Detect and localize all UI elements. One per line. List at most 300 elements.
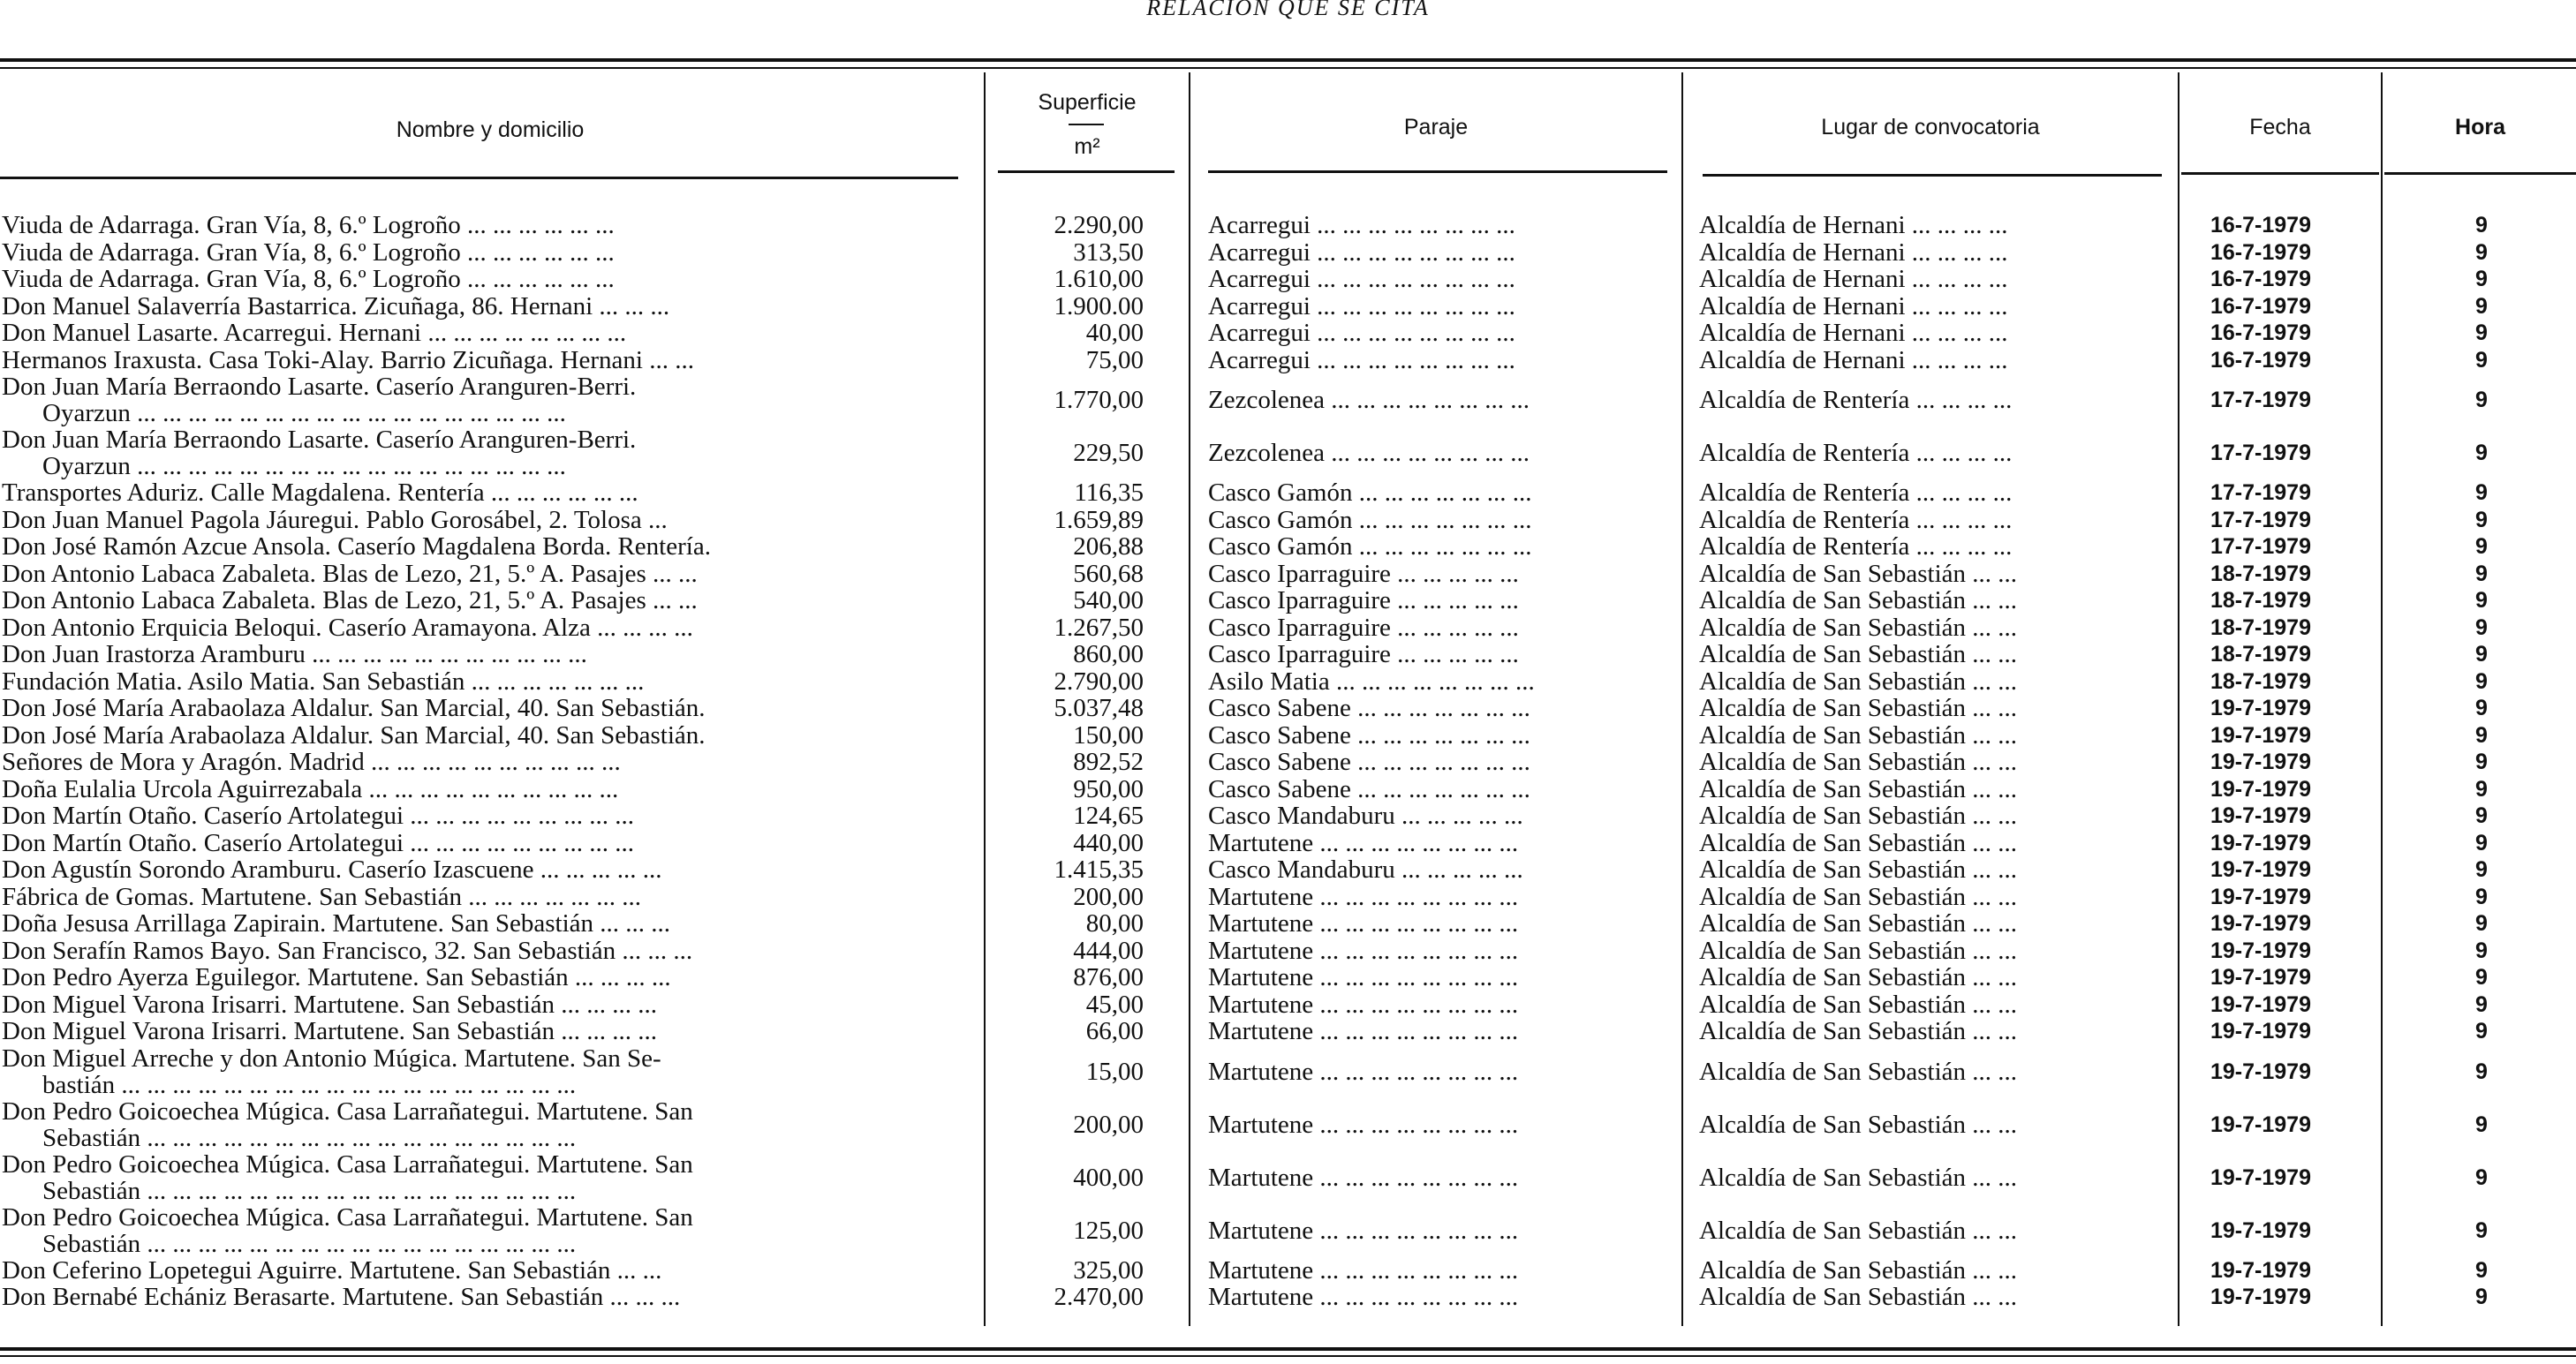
table-row: [0, 1045, 2576, 1098]
name-line: Don Serafín Ramos Bayo. San Francisco, 32. San Sebastián ... ... ...: [2, 937, 693, 964]
cell-nombre: [2, 1284, 964, 1311]
header-rule: [2181, 172, 2379, 175]
table-row: [0, 803, 2576, 830]
table-row: [0, 884, 2576, 911]
table-row: [0, 856, 2576, 884]
cell-hora: 9: [2475, 722, 2488, 748]
cell-paraje: Acarregui ... ... ... ... ... ... ... ...: [1208, 212, 1515, 239]
cell-paraje: Casco Sabene ... ... ... ... ... ... ...: [1208, 749, 1530, 776]
cell-superficie: 15,00: [1085, 1058, 1144, 1085]
cell-nombre: [2, 884, 964, 911]
cell-fecha: 19-7-1979: [2210, 1164, 2311, 1190]
cell-lugar: Alcaldía de Hernani ... ... ... ...: [1699, 292, 2008, 320]
table-row: [0, 561, 2576, 588]
cell-nombre: [2, 1045, 964, 1098]
header-superficie-unit: m²: [1074, 134, 1100, 159]
cell-nombre: [2, 1098, 964, 1151]
cell-superficie: 560,68: [1073, 560, 1144, 587]
cell-lugar: Alcaldía de San Sebastián ... ...: [1699, 560, 2017, 587]
cell-superficie: 1.415,35: [1054, 856, 1144, 884]
cell-hora: 9: [2475, 750, 2488, 774]
table-row: [0, 991, 2576, 1019]
cell-hora: 9: [2475, 830, 2488, 855]
cell-lugar: Alcaldía de San Sebastián ... ...: [1699, 721, 2017, 749]
name-line: Don Juan María Berraondo Lasarte. Caserío Aranguren-Berri.: [2, 373, 637, 401]
cell-paraje: Martutene ... ... ... ... ... ... ... ...: [1208, 937, 1519, 964]
name-line: Sebastián ... ... ... ... ... ... ... ... ... ... ... ... ... ... ... ... ...: [42, 1229, 577, 1257]
cell-nombre: [2, 212, 964, 239]
cell-superficie: 116,35: [1074, 479, 1144, 507]
cell-superficie: 45,00: [1085, 991, 1144, 1018]
cell-superficie: 440,00: [1073, 829, 1144, 856]
header-fecha: Fecha: [2249, 115, 2311, 139]
cell-superficie: 1.900.00: [1054, 292, 1144, 320]
cell-lugar: Alcaldía de Rentería ... ... ... ...: [1699, 506, 2013, 533]
cell-paraje: Acarregui ... ... ... ... ... ... ... ...: [1208, 292, 1515, 320]
table-caption: RELACION QUE SE CITA: [1146, 0, 1430, 20]
cell-paraje: Casco Iparraguire ... ... ... ... ...: [1208, 560, 1519, 587]
table-row: [0, 1018, 2576, 1045]
cell-paraje: Martutene ... ... ... ... ... ... ... ...: [1208, 991, 1519, 1018]
name-line: Doña Eulalia Urcola Aguirrezabala ... ... ... ... ... ... ... ... ... ...: [2, 775, 619, 803]
cell-lugar: Alcaldía de San Sebastián ... ...: [1699, 587, 2017, 614]
cell-hora: 9: [2475, 938, 2488, 963]
cell-lugar: Alcaldía de Rentería ... ... ... ...: [1699, 533, 2013, 561]
cell-hora: 9: [2475, 507, 2488, 532]
name-line: Oyarzun ... ... ... ... ... ... ... ... ... ... ... ... ... ... ... ... ...: [42, 399, 566, 426]
bottom-rule-thin: [0, 1355, 2576, 1357]
cell-paraje: Martutene ... ... ... ... ... ... ... ...: [1208, 1284, 1519, 1311]
cell-fecha: 17-7-1979: [2210, 480, 2311, 505]
cell-superficie: 860,00: [1073, 641, 1144, 668]
cell-hora: 9: [2475, 480, 2488, 505]
cell-paraje: Zezcolenea ... ... ... ... ... ... ... ...: [1208, 440, 1530, 466]
cell-paraje: Acarregui ... ... ... ... ... ... ... ...: [1208, 238, 1515, 266]
cell-nombre: [2, 587, 964, 614]
name-line: bastián ... ... ... ... ... ... ... ... ... ... ... ... ... ... ... ... ... ...: [42, 1070, 577, 1098]
table-row: [0, 641, 2576, 668]
cell-lugar: Alcaldía de Rentería ... ... ... ...: [1699, 440, 2013, 466]
cell-fecha: 19-7-1979: [2210, 1257, 2311, 1283]
cell-superficie: 66,00: [1085, 1018, 1144, 1045]
cell-hora: 9: [2475, 1112, 2488, 1137]
header-rule: [1208, 170, 1667, 173]
name-line: Sebastián ... ... ... ... ... ... ... ... ... ... ... ... ... ... ... ... ...: [42, 1176, 577, 1204]
cell-hora: 9: [2475, 911, 2488, 936]
name-line: Don Antonio Labaca Zabaleta. Blas de Lezo, 21, 5.º A. Pasajes ... ...: [2, 587, 698, 614]
cell-superficie: 80,00: [1085, 910, 1144, 938]
cell-lugar: Alcaldía de San Sebastián ... ...: [1699, 937, 2017, 964]
cell-lugar: Alcaldía de Hernani ... ... ... ...: [1699, 212, 2008, 239]
cell-hora: 9: [2475, 803, 2488, 828]
table-row: [0, 1098, 2576, 1151]
cell-hora: 9: [2475, 1285, 2488, 1309]
cell-lugar: Alcaldía de San Sebastián ... ...: [1699, 614, 2017, 641]
cell-lugar: Alcaldía de San Sebastián ... ...: [1699, 829, 2017, 856]
cell-nombre: [2, 803, 964, 830]
cell-nombre: [2, 910, 964, 938]
cell-fecha: 19-7-1979: [2210, 857, 2311, 882]
cell-fecha: 16-7-1979: [2210, 293, 2311, 319]
name-line: Don Miguel Arreche y don Antonio Múgica. Martutene. San Se-: [2, 1044, 661, 1073]
cell-nombre: [2, 856, 964, 884]
name-line: Viuda de Adarraga. Gran Vía, 8, 6.º Logroño ... ... ... ... ... ...: [2, 266, 615, 293]
name-line: Don Agustín Sorondo Aramburu. Caserío Izascuene ... ... ... ... ...: [2, 856, 662, 884]
cell-superficie: 444,00: [1073, 937, 1144, 964]
cell-fecha: 19-7-1979: [2210, 911, 2311, 936]
name-line: Don Manuel Lasarte. Acarregui. Hernani ... ... ... ... ... ... ... ...: [2, 320, 627, 347]
cell-nombre: [2, 293, 964, 320]
cell-lugar: Alcaldía de Rentería ... ... ... ...: [1699, 387, 2013, 413]
cell-nombre: [2, 561, 964, 588]
cell-fecha: 19-7-1979: [2210, 991, 2311, 1017]
cell-superficie: 2.290,00: [1054, 212, 1144, 239]
cell-nombre: [2, 239, 964, 267]
cell-hora: 9: [2475, 388, 2488, 412]
cell-paraje: Martutene ... ... ... ... ... ... ... ...: [1208, 1018, 1519, 1045]
cell-paraje: Casco Gamón ... ... ... ... ... ... ...: [1208, 533, 1532, 561]
cell-lugar: Alcaldía de San Sebastián ... ...: [1699, 964, 2017, 991]
name-line: Oyarzun ... ... ... ... ... ... ... ... ... ... ... ... ... ... ... ... ...: [42, 452, 566, 479]
table-row: [0, 938, 2576, 965]
cell-hora: 9: [2475, 696, 2488, 720]
table-row: [0, 1151, 2576, 1204]
top-rule: [0, 58, 2576, 62]
cell-lugar: Alcaldía de San Sebastián ... ...: [1699, 1058, 2017, 1085]
cell-superficie: 5.037,48: [1054, 695, 1144, 722]
cell-lugar: Alcaldía de San Sebastián ... ...: [1699, 1284, 2017, 1311]
cell-hora: 9: [2475, 1059, 2488, 1084]
cell-nombre: [2, 991, 964, 1019]
header-rule: [1703, 174, 2162, 177]
cell-superficie: 200,00: [1073, 1111, 1144, 1138]
cell-paraje: Martutene ... ... ... ... ... ... ... ...: [1208, 1164, 1519, 1191]
cell-paraje: Casco Gamón ... ... ... ... ... ... ...: [1208, 506, 1532, 533]
cell-hora: 9: [2475, 668, 2488, 694]
table-row: [0, 507, 2576, 534]
cell-paraje: Casco Mandaburu ... ... ... ... ...: [1208, 803, 1523, 830]
cell-fecha: 18-7-1979: [2210, 642, 2311, 667]
cell-paraje: Casco Mandaburu ... ... ... ... ...: [1208, 856, 1523, 884]
table-row: [0, 1284, 2576, 1311]
cell-superficie: 1.610,00: [1054, 266, 1144, 293]
cell-paraje: Martutene ... ... ... ... ... ... ... ...: [1208, 1256, 1519, 1284]
cell-hora: 9: [2475, 614, 2488, 640]
cell-hora: 9: [2475, 534, 2488, 559]
cell-paraje: Casco Sabene ... ... ... ... ... ... ...: [1208, 695, 1530, 722]
header-hora: Hora: [2455, 115, 2505, 139]
cell-fecha: 19-7-1979: [2210, 1019, 2311, 1044]
table-row: [0, 479, 2576, 507]
cell-paraje: Casco Iparraguire ... ... ... ... ...: [1208, 587, 1519, 614]
cell-hora: 9: [2475, 267, 2488, 291]
cell-nombre: [2, 1151, 964, 1204]
cell-nombre: [2, 507, 964, 534]
cell-paraje: Martutene ... ... ... ... ... ... ... ...: [1208, 1217, 1519, 1244]
cell-fecha: 18-7-1979: [2210, 588, 2311, 613]
cell-nombre: [2, 695, 964, 722]
cell-nombre: [2, 1257, 964, 1285]
name-line: Don Juan Manuel Pagola Jáuregui. Pablo Gorosábel, 2. Tolosa ...: [2, 506, 668, 533]
cell-paraje: Casco Iparraguire ... ... ... ... ...: [1208, 641, 1519, 668]
name-line: Don Ceferino Lopetegui Aguirre. Martutene. San Sebastián ... ...: [2, 1256, 662, 1284]
cell-hora: 9: [2475, 347, 2488, 373]
cell-nombre: [2, 830, 964, 857]
header-paraje: Paraje: [1403, 115, 1469, 139]
cell-fecha: 17-7-1979: [2210, 388, 2311, 412]
cell-fecha: 16-7-1979: [2210, 239, 2311, 265]
name-line: Don Martín Otaño. Caserío Artolategui ... ... ... ... ... ... ... ... ...: [2, 803, 635, 830]
table-row: [0, 749, 2576, 776]
cell-lugar: Alcaldía de San Sebastián ... ...: [1699, 991, 2017, 1018]
table-row: [0, 533, 2576, 561]
cell-lugar: Alcaldía de San Sebastián ... ...: [1699, 1018, 2017, 1045]
cell-fecha: 19-7-1979: [2210, 696, 2311, 720]
cell-lugar: Alcaldía de Rentería ... ... ... ...: [1699, 479, 2013, 507]
table-row: [0, 722, 2576, 750]
cell-lugar: Alcaldía de San Sebastián ... ...: [1699, 910, 2017, 938]
cell-paraje: Martutene ... ... ... ... ... ... ... ...: [1208, 883, 1519, 910]
cell-nombre: [2, 938, 964, 965]
cell-superficie: 200,00: [1073, 883, 1144, 910]
cell-nombre: [2, 266, 964, 293]
cell-hora: 9: [2475, 776, 2488, 802]
name-line: Don Manuel Salaverría Bastarrica. Zicuñaga, 86. Hernani ... ... ...: [2, 292, 670, 320]
name-line: Doña Jesusa Arrillaga Zapirain. Martutene. San Sebastián ... ... ...: [2, 910, 671, 938]
cell-fecha: 19-7-1979: [2210, 938, 2311, 963]
cell-paraje: Casco Iparraguire ... ... ... ... ...: [1208, 614, 1519, 641]
cell-hora: 9: [2475, 320, 2488, 345]
cell-paraje: Martutene ... ... ... ... ... ... ... ...: [1208, 1058, 1519, 1085]
cell-superficie: 1.267,50: [1054, 614, 1144, 641]
cell-nombre: [2, 1018, 964, 1045]
cell-lugar: Alcaldía de San Sebastián ... ...: [1699, 1217, 2017, 1244]
header-rule: [0, 177, 958, 179]
table-row: [0, 373, 2576, 426]
name-line: Don José Ramón Azcue Ansola. Caserío Magdalena Borda. Rentería.: [2, 533, 711, 561]
cell-fecha: 16-7-1979: [2210, 347, 2311, 373]
cell-nombre: [2, 1204, 964, 1257]
name-line: Transportes Aduriz. Calle Magdalena. Rentería ... ... ... ... ... ...: [2, 479, 638, 507]
top-rule-thin: [0, 67, 2576, 69]
cell-superficie: 950,00: [1073, 775, 1144, 803]
cell-paraje: Martutene ... ... ... ... ... ... ... ...: [1208, 1111, 1519, 1138]
cell-nombre: [2, 614, 964, 642]
cell-hora: 9: [2475, 213, 2488, 237]
header-rule: [998, 170, 1175, 173]
cell-paraje: Asilo Matia ... ... ... ... ... ... ... ...: [1208, 667, 1535, 695]
cell-fecha: 19-7-1979: [2210, 1059, 2311, 1084]
cell-superficie: 892,52: [1073, 749, 1144, 776]
header-rule: [2384, 172, 2576, 175]
cell-paraje: Acarregui ... ... ... ... ... ... ... ...: [1208, 266, 1515, 293]
cell-paraje: Zezcolenea ... ... ... ... ... ... ... ...: [1208, 387, 1530, 413]
cell-nombre: [2, 722, 964, 750]
cell-nombre: [2, 668, 964, 696]
cell-lugar: Alcaldía de San Sebastián ... ...: [1699, 1164, 2017, 1191]
name-line: Hermanos Iraxusta. Casa Toki-Alay. Barrio Zicuñaga. Hernani ... ...: [2, 346, 694, 373]
table-row: [0, 695, 2576, 722]
name-line: Fundación Matia. Asilo Matia. San Sebastián ... ... ... ... ... ... ...: [2, 667, 645, 695]
name-line: Don Juan Irastorza Aramburu ... ... ... ... ... ... ... ... ... ... ...: [2, 641, 587, 668]
cell-nombre: [2, 479, 964, 507]
cell-superficie: 2.790,00: [1054, 667, 1144, 695]
cell-hora: 9: [2475, 1164, 2488, 1190]
table-row: [0, 776, 2576, 803]
cell-superficie: 325,00: [1073, 1256, 1144, 1284]
cell-superficie: 229,50: [1073, 440, 1144, 466]
cell-hora: 9: [2475, 857, 2488, 882]
cell-lugar: Alcaldía de San Sebastián ... ...: [1699, 1256, 2017, 1284]
cell-superficie: 150,00: [1073, 721, 1144, 749]
cell-fecha: 16-7-1979: [2210, 267, 2311, 291]
name-line: Sebastián ... ... ... ... ... ... ... ... ... ... ... ... ... ... ... ... ...: [42, 1123, 577, 1151]
cell-fecha: 19-7-1979: [2210, 1217, 2311, 1243]
cell-paraje: Acarregui ... ... ... ... ... ... ... ...: [1208, 346, 1515, 373]
name-line: Don Pedro Ayerza Eguilegor. Martutene. San Sebastián ... ... ... ...: [2, 964, 671, 991]
cell-paraje: Martutene ... ... ... ... ... ... ... ...: [1208, 964, 1519, 991]
name-line: Viuda de Adarraga. Gran Vía, 8, 6.º Logroño ... ... ... ... ... ...: [2, 238, 615, 266]
cell-hora: 9: [2475, 561, 2488, 586]
header-nombre: Nombre y domicilio: [396, 117, 585, 142]
cell-hora: 9: [2475, 884, 2488, 909]
cell-nombre: [2, 964, 964, 991]
cell-superficie: 75,00: [1085, 346, 1144, 373]
table-row: [0, 347, 2576, 374]
name-line: Don Antonio Labaca Zabaleta. Blas de Lezo, 21, 5.º A. Pasajes ... ...: [2, 560, 698, 587]
cell-fecha: 19-7-1979: [2210, 803, 2311, 828]
cell-superficie: 876,00: [1073, 964, 1144, 991]
cell-fecha: 19-7-1979: [2210, 750, 2311, 774]
cell-fecha: 18-7-1979: [2210, 614, 2311, 640]
cell-hora: 9: [2475, 965, 2488, 990]
superficie-fraction-bar: [1069, 124, 1104, 125]
name-line: Don Pedro Goicoechea Múgica. Casa Larrañategui. Martutene. San: [2, 1097, 693, 1126]
cell-lugar: Alcaldía de San Sebastián ... ...: [1699, 667, 2017, 695]
cell-fecha: 19-7-1979: [2210, 1112, 2311, 1137]
cell-lugar: Alcaldía de Hernani ... ... ... ...: [1699, 346, 2008, 373]
table-row: [0, 426, 2576, 479]
name-line: Don Antonio Erquicia Beloqui. Caserío Aramayona. Alza ... ... ... ...: [2, 614, 693, 641]
cell-fecha: 19-7-1979: [2210, 884, 2311, 909]
table-row: [0, 1257, 2576, 1285]
table-row: [0, 293, 2576, 320]
cell-superficie: 540,00: [1073, 587, 1144, 614]
cell-paraje: Acarregui ... ... ... ... ... ... ... ...: [1208, 320, 1515, 347]
cell-paraje: Casco Sabene ... ... ... ... ... ... ...: [1208, 721, 1530, 749]
cell-fecha: 19-7-1979: [2210, 722, 2311, 748]
name-line: Don Martín Otaño. Caserío Artolategui ... ... ... ... ... ... ... ... ...: [2, 829, 635, 856]
table-row: [0, 830, 2576, 857]
cell-superficie: 400,00: [1073, 1164, 1144, 1191]
header-lugar: Lugar de convocatoria: [1821, 115, 2040, 139]
name-line: Don Miguel Varona Irisarri. Martutene. San Sebastián ... ... ... ...: [2, 991, 658, 1018]
cell-hora: 9: [2475, 1217, 2488, 1243]
cell-fecha: 19-7-1979: [2210, 965, 2311, 990]
cell-paraje: Casco Gamón ... ... ... ... ... ... ...: [1208, 479, 1532, 507]
cell-paraje: Martutene ... ... ... ... ... ... ... ...: [1208, 829, 1519, 856]
cell-lugar: Alcaldía de San Sebastián ... ...: [1699, 749, 2017, 776]
cell-nombre: [2, 641, 964, 668]
name-line: Viuda de Adarraga. Gran Vía, 8, 6.º Logroño ... ... ... ... ... ...: [2, 212, 615, 239]
cell-paraje: Martutene ... ... ... ... ... ... ... ...: [1208, 910, 1519, 938]
cell-superficie: 124,65: [1073, 803, 1144, 830]
cell-fecha: 17-7-1979: [2210, 534, 2311, 559]
table-body: [0, 212, 2576, 1311]
name-line: Don Juan María Berraondo Lasarte. Caserío Aranguren-Berri.: [2, 426, 637, 454]
header-superficie: Superficie: [1038, 90, 1137, 115]
cell-nombre: [2, 347, 964, 374]
table-row: [0, 320, 2576, 347]
cell-nombre: [2, 426, 964, 479]
bottom-rule: [0, 1347, 2576, 1351]
table-row: [0, 1204, 2576, 1257]
cell-fecha: 18-7-1979: [2210, 668, 2311, 694]
cell-hora: 9: [2475, 1019, 2488, 1044]
cell-hora: 9: [2475, 642, 2488, 667]
name-line: Don Bernabé Echániz Berasarte. Martutene. San Sebastián ... ... ...: [2, 1284, 681, 1311]
cell-lugar: Alcaldía de San Sebastián ... ...: [1699, 803, 2017, 830]
cell-fecha: 16-7-1979: [2210, 320, 2311, 345]
name-line: Don José María Arabaolaza Aldalur. San Marcial, 40. San Sebastián.: [2, 695, 706, 722]
table-row: [0, 239, 2576, 267]
name-line: Fábrica de Gomas. Martutene. San Sebastián ... ... ... ... ... ... ...: [2, 883, 642, 910]
table-row: [0, 587, 2576, 614]
table-row: [0, 668, 2576, 696]
cell-lugar: Alcaldía de San Sebastián ... ...: [1699, 1111, 2017, 1138]
table-row: [0, 266, 2576, 293]
cell-lugar: Alcaldía de Hernani ... ... ... ...: [1699, 238, 2008, 266]
cell-superficie: 2.470,00: [1054, 1284, 1144, 1311]
cell-lugar: Alcaldía de San Sebastián ... ...: [1699, 641, 2017, 668]
cell-lugar: Alcaldía de San Sebastián ... ...: [1699, 883, 2017, 910]
cell-fecha: 18-7-1979: [2210, 561, 2311, 586]
cell-superficie: 313,50: [1073, 238, 1144, 266]
cell-lugar: Alcaldía de Hernani ... ... ... ...: [1699, 266, 2008, 293]
cell-nombre: [2, 533, 964, 561]
name-line: Don José María Arabaolaza Aldalur. San Marcial, 40. San Sebastián.: [2, 721, 706, 749]
cell-hora: 9: [2475, 239, 2488, 265]
cell-fecha: 19-7-1979: [2210, 1285, 2311, 1309]
cell-hora: 9: [2475, 441, 2488, 465]
cell-fecha: 17-7-1979: [2210, 507, 2311, 532]
cell-superficie: 1.659,89: [1054, 506, 1144, 533]
cell-hora: 9: [2475, 1257, 2488, 1283]
cell-fecha: 17-7-1979: [2210, 441, 2311, 465]
cell-lugar: Alcaldía de Hernani ... ... ... ...: [1699, 320, 2008, 347]
name-line: Don Pedro Goicoechea Múgica. Casa Larrañategui. Martutene. San: [2, 1150, 693, 1179]
name-line: Señores de Mora y Aragón. Madrid ... ... ... ... ... ... ... ... ... ...: [2, 749, 621, 776]
cell-lugar: Alcaldía de San Sebastián ... ...: [1699, 695, 2017, 722]
cell-lugar: Alcaldía de San Sebastián ... ...: [1699, 775, 2017, 803]
name-line: Don Pedro Goicoechea Múgica. Casa Larrañategui. Martutene. San: [2, 1203, 693, 1232]
table-row: [0, 212, 2576, 239]
cell-fecha: 16-7-1979: [2210, 213, 2311, 237]
cell-fecha: 19-7-1979: [2210, 776, 2311, 802]
cell-superficie: 1.770,00: [1054, 387, 1144, 413]
cell-fecha: 19-7-1979: [2210, 830, 2311, 855]
table-row: [0, 614, 2576, 642]
cell-nombre: [2, 776, 964, 803]
cell-superficie: 125,00: [1073, 1217, 1144, 1244]
cell-hora: 9: [2475, 588, 2488, 613]
cell-nombre: [2, 320, 964, 347]
cell-superficie: 206,88: [1073, 533, 1144, 561]
cell-superficie: 40,00: [1085, 320, 1144, 347]
cell-hora: 9: [2475, 991, 2488, 1017]
cell-nombre: [2, 749, 964, 776]
cell-lugar: Alcaldía de San Sebastián ... ...: [1699, 856, 2017, 884]
